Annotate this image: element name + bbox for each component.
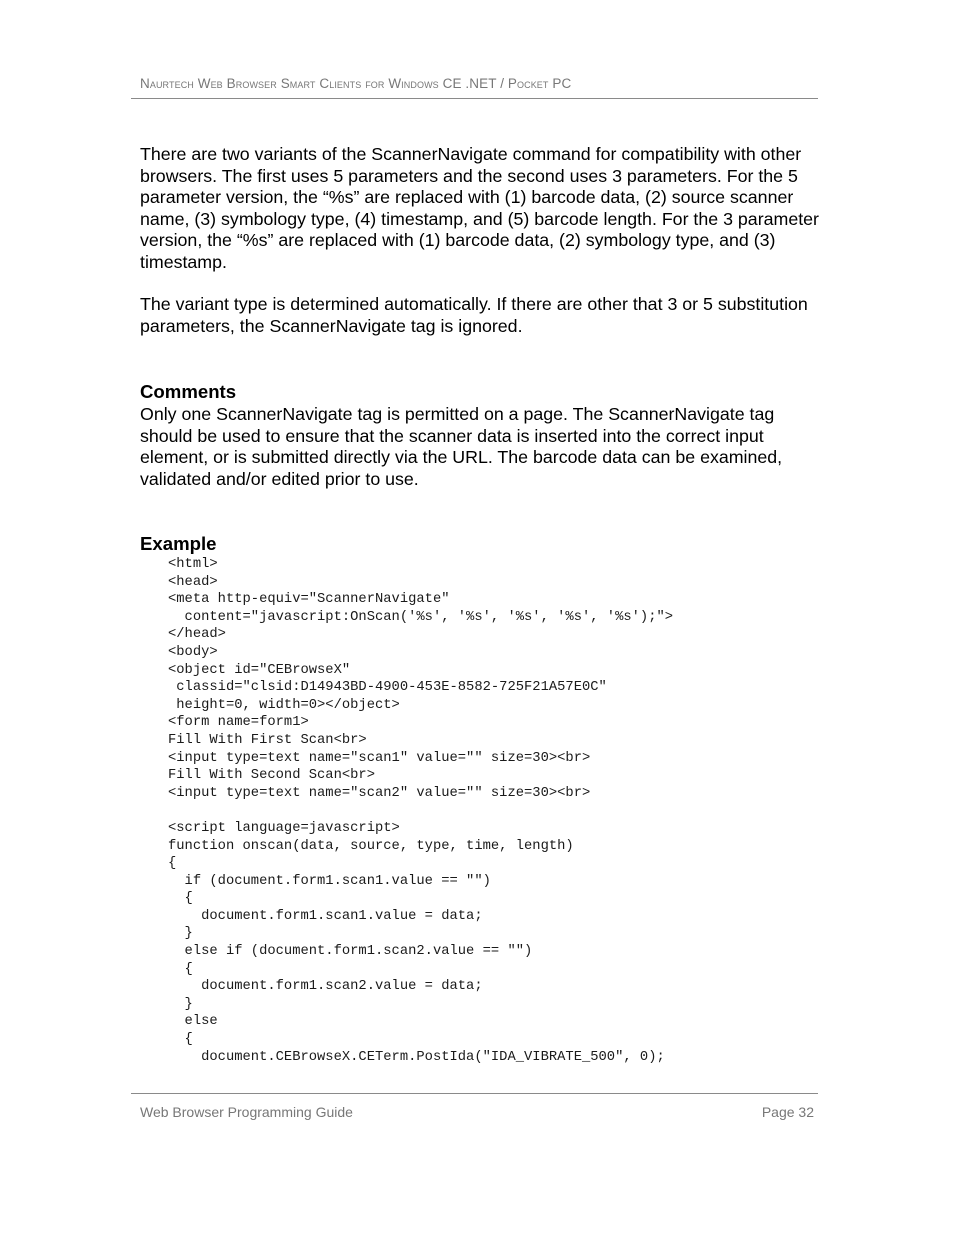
footer-page-number: Page 32 [761,1104,814,1120]
footer-divider [131,1093,818,1094]
comments-paragraph: Only one ScannerNavigate tag is permitted on a page. The ScannerNavigate tag should be used to ensure that the scanner data is inserted into the correct input element, or is submitted directly via the URL. The barcode data can be examined, validated and/or edited prior to use. [140,404,783,489]
header-divider [131,98,818,99]
variant-type-paragraph: The variant type is determined automatically. If there are other that 3 or 5 substitution parameters, the ScannerNavigate tag is ignored. [140,294,808,336]
example-code-block: <html> <head> <meta http-equiv="ScannerNavigate" content="javascript:OnScan('%s', '%s', '%s', '%s', '%s');"> </head> <body> <object id="CEBrowseX" classid="clsid:D14943BD-4900-453E-8582-725F21A57E0C" height=0, width=0></object> <form name=form1> Fill With First Scan<br> <input type=text name="scan1" value="" size=30><br> Fill With Second Scan<br> <input type=text name="scan2" value="" size=30><br> <script language=javascript> function onscan(data, source, type, time, length) { if (document.form1.scan1.value == "") { document.form1.scan1.value = data; } else if (document.form1.scan2.value == "") { document.form1.scan2.value = data; } else { document.CEBrowseX.CETerm.PostIda("IDA_VIBRATE_500", 0); [168,557,674,1065]
running-header: Naurtech Web Browser Smart Clients for Windows CE .NET / Pocket PC [140,76,572,91]
footer-guide-title: Web Browser Programming Guide [140,1104,353,1120]
example-heading: Example [140,533,217,554]
comments-heading: Comments [140,381,237,402]
variants-paragraph: There are two variants of the ScannerNavigate command for compatibility with other browsers. The first uses 5 parameters and the second uses 3 parameters. For the 5 parameter version, the “%s” are replaced with (1) barcode data, (2) source scanner name, (3) symbology type, (4) timestamp, and (5) barcode length. For the 3 parameter version, the “%s” are replaced with (1) barcode data, (2) symbology type, and (3) timestamp. [140,144,819,272]
